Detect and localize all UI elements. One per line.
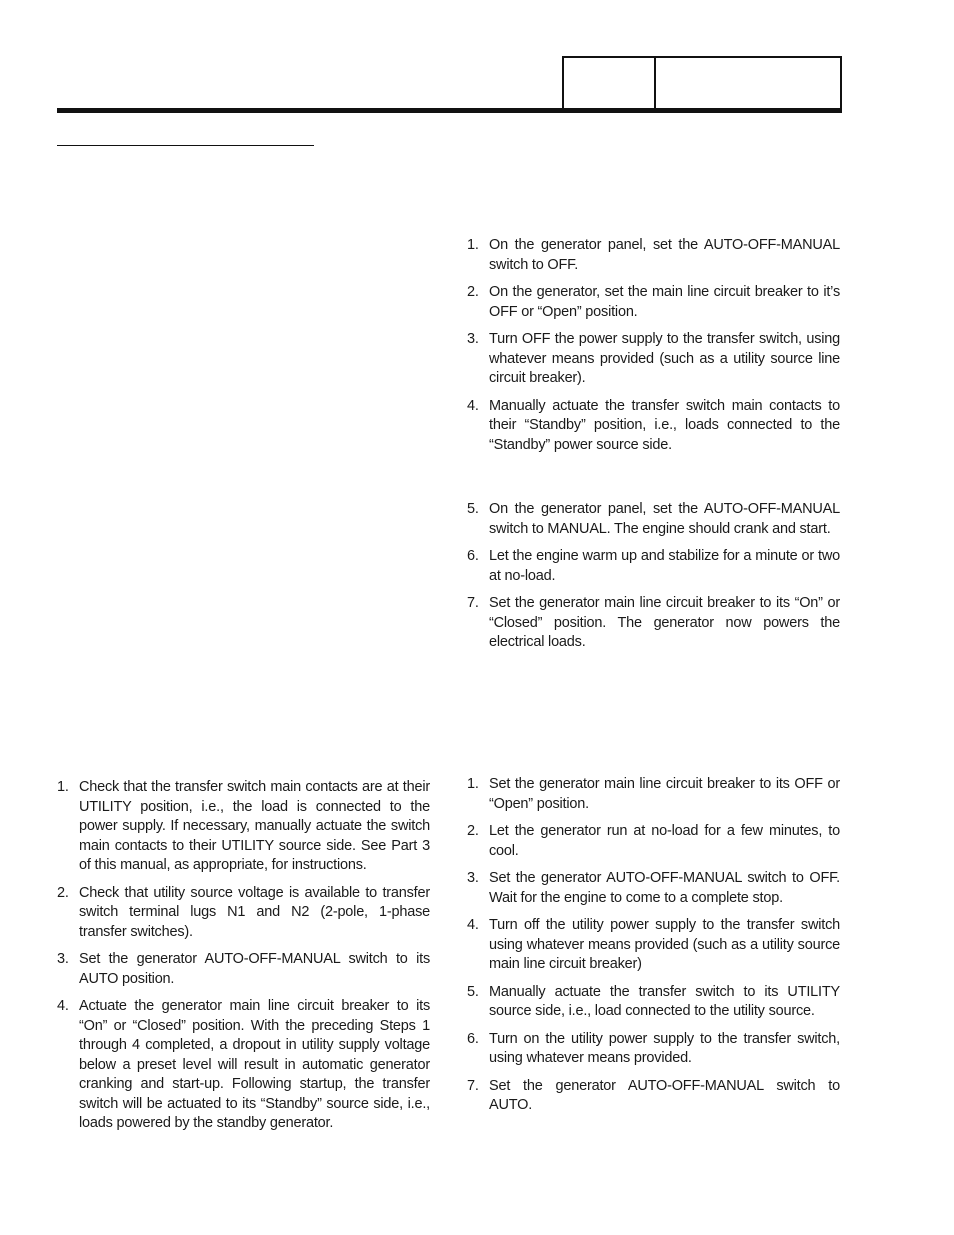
- step-number: 6.: [467, 548, 479, 564]
- step-text: Turn OFF the power supply to the transfer switch, using whatever means provided (such as a utility source line circuit breaker).: [489, 331, 840, 386]
- step-number: 2.: [57, 884, 69, 901]
- step-item: [467, 1077, 840, 1116]
- header-section-box: [562, 56, 657, 110]
- step-text: On the generator panel, set the AUTO-OFF-MANUAL switch to OFF.: [489, 237, 840, 273]
- step-item: [467, 983, 840, 1022]
- step-text: Manually actuate the transfer switch to its UTILITY source side, i.e., load connected to the utility source.: [489, 983, 840, 1019]
- header-rule: [57, 108, 842, 113]
- step-item: [57, 997, 430, 1134]
- step-text: Set the generator main line circuit breaker to its “On” or “Closed” position. The generator now powers the electrical loads.: [489, 595, 840, 650]
- step-item: [467, 822, 840, 861]
- step-item: [467, 500, 840, 539]
- step-number: 2.: [467, 823, 479, 839]
- step-text: Set the generator AUTO-OFF-MANUAL switch to AUTO.: [489, 1077, 840, 1113]
- step-text: Turn on the utility power supply to the transfer switch, using whatever means provided.: [489, 1030, 840, 1066]
- step-number: 5.: [467, 501, 479, 517]
- step-text: Turn off the utility power supply to the transfer switch using whatever means provided (such as a utility source main line circuit breaker): [489, 917, 840, 972]
- step-text: Check that the transfer switch main contacts are at their UTILITY position, i.e., the load is connected to the power supply. If necessary, manually actuate the switch main contacts to their UTILITY source side. See Part 3 of this manual, as appropriate, for instructions.: [79, 779, 430, 873]
- step-text: Let the generator run at no-load for a few minutes, to cool.: [489, 823, 840, 859]
- step-number: 4.: [467, 397, 479, 414]
- step-item: [467, 916, 840, 975]
- step-number: 1.: [467, 237, 479, 253]
- step-item: [467, 1030, 840, 1069]
- step-item: [467, 330, 840, 389]
- step-text: On the generator panel, set the AUTO-OFF-MANUAL switch to MANUAL. The engine should crank and start.: [489, 501, 840, 537]
- automatic-operation-steps: [57, 778, 430, 1142]
- step-text: On the generator, set the main line circuit breaker to it’s OFF or “Open” position.: [489, 284, 840, 320]
- step-item: [57, 950, 430, 989]
- step-text: Manually actuate the transfer switch main contacts to their “Standby” position, i.e., loads connected to the “Standby” power source side.: [489, 397, 840, 453]
- step-item: [467, 283, 840, 322]
- step-text: Set the generator AUTO-OFF-MANUAL switch to OFF. Wait for the engine to come to a complete stop.: [489, 870, 840, 906]
- step-item: [467, 869, 840, 908]
- step-item: [467, 397, 840, 456]
- step-number: 1.: [467, 776, 479, 792]
- manual-shutdown-steps: [467, 236, 840, 463]
- step-text: Actuate the generator main line circuit breaker to its “On” or “Closed” position. With the preceding Steps 1 through 4 completed, a dropout in utility supply voltage below a preset level will result in automatic generator cranking and start-up. Following startup, the transfer switch will be actuated to its “Standby” source side, i.e., loads powered by the standby generator.: [79, 998, 430, 1131]
- return-to-utility-steps: [467, 775, 840, 1124]
- step-number: 3.: [467, 870, 479, 886]
- step-number: 7.: [467, 595, 479, 611]
- step-number: 1.: [57, 779, 69, 795]
- step-item: [467, 594, 840, 653]
- step-item: [467, 775, 840, 814]
- step-number: 7.: [467, 1077, 479, 1094]
- step-text: Set the generator main line circuit breaker to its OFF or “Open” position.: [489, 776, 840, 812]
- section-title-underline: [57, 145, 314, 146]
- step-text: Let the engine warm up and stabilize for a minute or two at no-load.: [489, 548, 840, 584]
- manual-start-steps: [467, 500, 840, 661]
- step-number: 3.: [467, 331, 479, 347]
- header-page-box: [654, 56, 842, 110]
- step-number: 4.: [57, 998, 69, 1014]
- step-number: 2.: [467, 284, 479, 300]
- step-number: 5.: [467, 983, 479, 1000]
- step-item: [467, 547, 840, 586]
- step-text: Set the generator AUTO-OFF-MANUAL switch to its AUTO position.: [79, 951, 430, 987]
- step-text: Check that utility source voltage is available to transfer switch terminal lugs N1 and N2 (2-pole, 1-phase transfer switches).: [79, 884, 430, 940]
- step-number: 6.: [467, 1030, 479, 1047]
- step-number: 4.: [467, 917, 479, 933]
- step-item: [57, 884, 430, 943]
- step-item: [57, 778, 430, 876]
- step-item: [467, 236, 840, 275]
- step-number: 3.: [57, 951, 69, 967]
